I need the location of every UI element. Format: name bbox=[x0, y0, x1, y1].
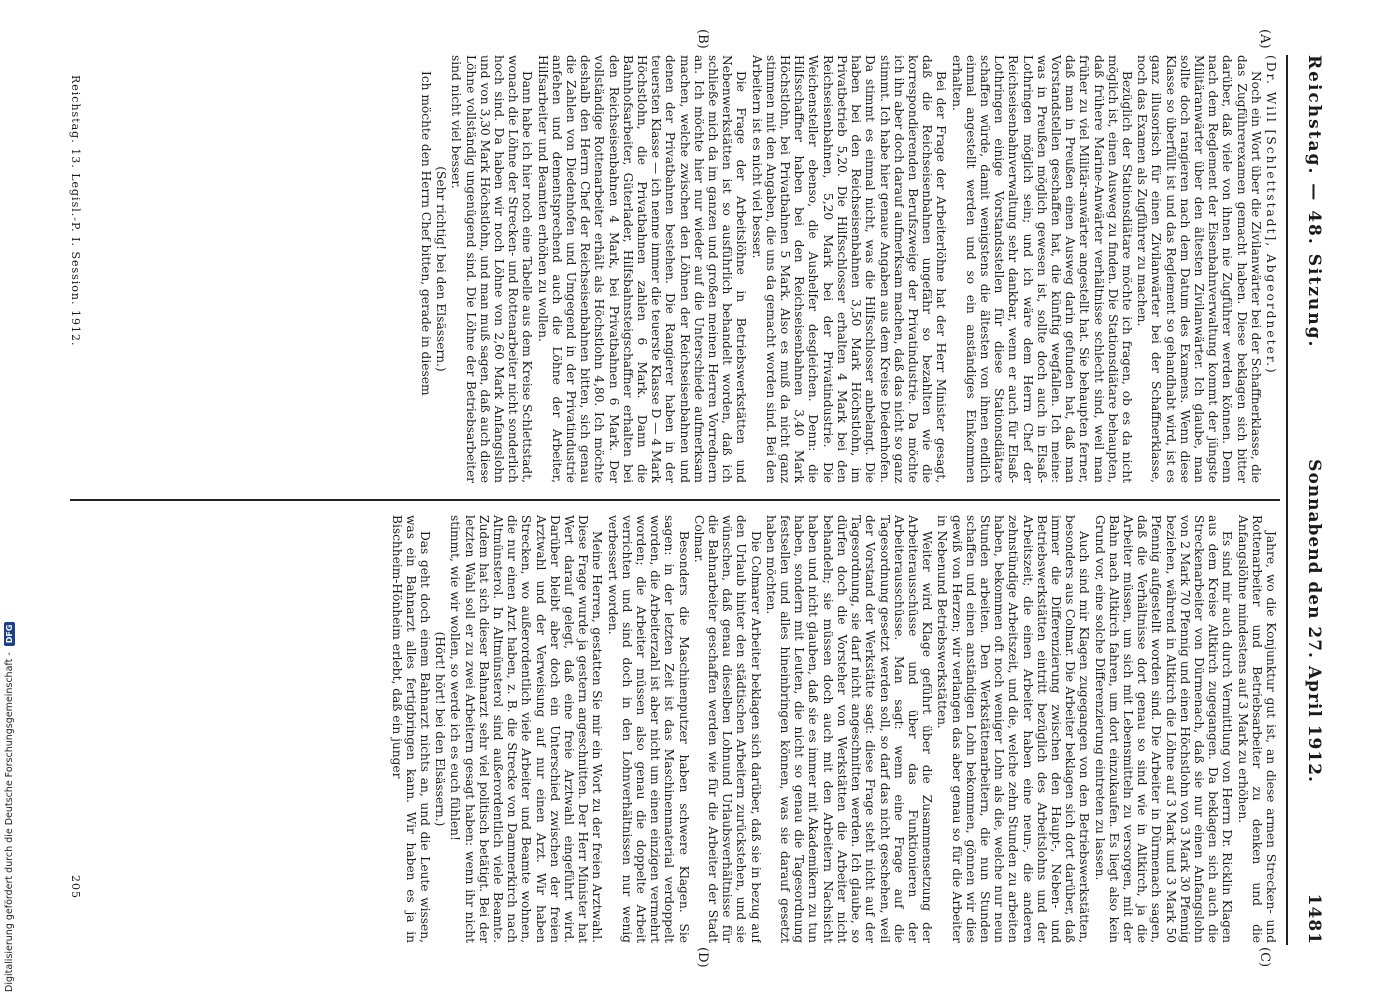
footer-left: Reichstag. 13. Legisl.-P. I. Session. 1912. bbox=[69, 75, 82, 347]
footer-right: 205 bbox=[69, 875, 82, 899]
left-column bbox=[98, 55, 1278, 483]
margin-marker-b: (B) bbox=[695, 29, 710, 49]
paragraph: Die Colmarer Arbeiter beklagen sich darüber, daß sie in bezug auf den Urlaub hinter den städtischen Arbeitern zurückstehen, und sie wünschen, daß genau dieselben Lohnund Urlaubsverhältnisse für die Bahnarbeiter geschaffen werden wie für die Arbeiter der Stadt Colmar. bbox=[691, 515, 763, 943]
paragraph: Es sind mir auch durch Vermittlung von Herrn Dr. Ricklin Klagen aus dem Kreise Altkirch zugegangen. Da beklagen sich auch die Streckenarbeiter von Dürmenach, daß sie nur einen Anfangslohn von 2 Mark 70 Pfennig und einen Höchstlohn von 3 Mark 30 Pfennig beziehen, während in Altkirch die Löhne auf 3 Mark und 3 Mark 50 Pfennig aufgestellt worden sind. Die Arbeiter in Dürmenach sagen, daß die Verhältnisse dort genau so sind wie in Altkirch, ja die Arbeiter müssen, um sich mit Lebensmitteln zu versorgen, mit der Bahn nach Altkirch fahren, um dort einzukaufen. Es liegt also kein Grund vor, eine solche Differenzierung eintreten zu lassen. bbox=[1092, 515, 1235, 943]
paragraph: Die Frage der Arbeitslöhne in Betriebswerkstätten und Nebenwerkstätten ist so ausführlich behandelt worden, daß ich schließe mich da im ganzen und großen meinen Herren Vorrednern an. Ich möchte hier nur wieder auf die Unterschiede aufmerksam machen, welche zwischen den Löhnen der Reichseisenbahnen und denen der Privatbahnen bestehen. Die Rangierer haben in der teuersten Klasse — ich nenne immer die teuerste Klasse D — 4 Mark Höchstlohn, die Privatbahnen zahlen 6 Mark. Dann die Bahnhofsarbeiter, Güterlader, Hilfsbahnsteigschaffner erhalten bei den Reichseisenbahnen 4 Mark, bei Privatbahnen 6 Mark. Der vollständige Rottenarbeiter erhält als Höchstlohn 4,80. Ich möchte deshalb den Herrn Chef der Reichseisenbahnen bitten, sich genau die Zahlen von Diedenhofen und Umgegend in der Privatindustrie anfehen und dementsprechend auch die Löhne der Arbeiter, Hilfsarbeiter und Beamten erhöhen zu wollen. bbox=[535, 55, 749, 483]
column-divider bbox=[70, 499, 1280, 501]
dfg-logo: DFG bbox=[4, 622, 15, 647]
paragraph: Jahre, wo die Konjunktur gut ist, an diese armen Strecken- und Rottenarbeiter und Betriebsarbeiter zu denken und die Anfangslöhne mindestens auf 3 Mark zu erhöhen. bbox=[1235, 515, 1278, 943]
dfg-sidebar bbox=[0, 0, 18, 1000]
paragraph: Noch ein Wort über die Zivilanwärter bei der Schaffnerklasse, die das Zugführerexamen gemacht haben. Diese beklagen sich bitter darüber, daß viele von ihnen nie Zugführer werden können. Denn nach dem Reglement der Eisenbahnverwaltung kommt der jüngste Militäranwärter über den ältesten Zivilanwärter. Ich glaube, man sollte doch rangieren nach dem Datum des Examens. Wenn diese Klasse so überfüllt ist und das Reglement so gehandhabt wird, ist es ganz illusorisch für einen Zivilanwärter bei der Schaffnerklasse, noch das Examen als Zugführer zu machen. bbox=[1135, 55, 1263, 483]
page-header bbox=[1294, 55, 1324, 945]
interjection: (Hört! hört! bei den Elsässern.) bbox=[433, 631, 448, 827]
margin-marker-d: (D) bbox=[695, 947, 710, 968]
dfg-sidebar-text: Digitalisierung gefördert durch die Deutsche Forschungsgemeinschaft - bbox=[3, 652, 15, 992]
paragraph: Bei der Frage der Arbeiterlöhne hat der Herr Minister gesagt, daß die Reichseisenbahnen ungefähr so bezahlten wie die korrespondierenden Berufszweige der Privatindustrie. Da möchte ich ihn aber doch darauf aufmerksam machen, daß das nicht so ganz stimmt. Ich habe hier genaue Angaben aus dem Kreise Diedenhofen. Da stimmt es einmal nicht, was die Hilfsschlosser anbelangt. Die haben bei den Reichseisenbahnen 3,50 Mark Höchstlohn, im Privatbetrieb 5,20. Die Hilfsschlosser erhalten 4 Mark bei den Reichseisenbahnen, 5,20 Mark bei der Privatindustrie. Die Weichensteller ebenso, die Aushelfer desgleichen. Denn: die Hilfsschaffner haben bei den Reichseisenbahnen 3,40 Mark Höchstlohn, bei Privatbahnen 5 Mark. Also es muß da nicht ganz stimmen mit den Angaben, die uns da gemacht worden sind. Bei den Arbeitern ist es nicht viel besser. bbox=[749, 55, 949, 483]
paragraph: Auch sind mir Klagen zugegangen von den Betriebswerkstätten, besonders aus Colmar. Die Arbeiter beklagen sich dort darüber, daß immer die Differenzierung zwischen den Haupt-, Neben- und Betriebswerkstätten eintritt bezüglich des Arbeitslohns und der Arbeitszeit; die einen Arbeiter haben eine neun-, die anderen zehnstündige Arbeitszeit, und die, welche zehn Stunden zu arbeiten haben, bekommen oft noch weniger Lohn als die, welche nur neun Stunden arbeiten. Den Werkstättenarbeitern, die nun Stunden schaffen und einen anständigen Lohn bekommen, gönnen wir dies gewiß von Herzen; wir verlangen das aber genau so für die Arbeiter in Nebenund Betriebswerkstätten. bbox=[935, 515, 1092, 943]
paragraph: Weiter wird Klage geführt über die Zusammensetzung der Arbeiterausschüsse und über das Funktionieren der Arbeiterausschüsse. Man sagt: wenn eine Frage auf die Tagesordnung gesetzt werden soll, so darf das nicht geschehen, weil der Vorstand der Werkstätte sagt: diese Frage steht nicht auf der Tagesordnung, sie darf nicht angeschnitten werden. Ich glaube, so dürfen doch die Vorsteher von Werkstätten die Arbeiter nicht behandeln; sie müssen doch auch mit den Arbeitern Nachsicht haben und nicht glauben, daß sie es immer mit Akademikern zu tun haben, sondern mit Leuten, die nicht so genau die Tagesordnung festsellen und alles hineinbringen können, was sie darauf gesetzt haben möchten. bbox=[763, 515, 935, 943]
document-page bbox=[30, 15, 1350, 985]
speaker-line: (Dr. Will [Schlettstadt], Abgeordneter.) bbox=[1264, 55, 1278, 375]
header-right: Sonnabend den 27. April 1912. bbox=[1304, 459, 1324, 783]
rotated-page-content bbox=[30, 15, 1350, 985]
right-column bbox=[98, 515, 1278, 943]
paragraph: Das geht doch einem Bahnarzt nichts an, und die Leute wissen, was ein Bahnarzt alles fertigbringen kann. Wir haben es ja in Bischheim-Hönheim erlebt, daß ein junger bbox=[389, 515, 433, 943]
paragraph: Ich möchte den Herrn Chef bitten, gerade in diesem bbox=[419, 71, 434, 396]
paragraph: Besonders die Maschinenputzer haben schwere Klagen. Sie sagen: in der letzten Zeit ist das Maschinenmaterial verdoppelt worden, die Arbeiterzahl ist aber nicht um einen einzigen vermehrt worden; die Arbeiter müssen also genau die doppelte Arbeit verrichten und sind doch in den Lohnverhältnissen nur wenig verbessert worden. bbox=[605, 515, 691, 943]
margin-marker-a: (A) bbox=[1257, 29, 1272, 49]
paragraph: Meine Herren, gestatten Sie mir ein Wort zu der freien Arztwahl. Diese Frage wurde ja gestern angeschnitten. Der Herr Minister hat Wert darauf gelegt, daß eine freie Arztwahl eingeführt wird. Darüber bleibt aber doch ein Unterschied zwischen der freien Arztwahl und der Verweisung auf nur einen Arzt. Wir haben Strecken, wo außerordentlich viele Arbeiter und Beamte wohnen, die nur einen Arzt haben, z. B. die Strecke von Dammerkirch nach Altmünsterol. In Altmünsterol sind außerordentlich viele Beamte. Zudem hat sich dieser Bahnarzt sehr viel politisch betätigt. Bei der letzten Wahl soll er zu zwei Arbeitern gesagt haben: wenn ihr nicht stimmt, wie wir wollen, so werde ich es euch fühlen! bbox=[448, 515, 605, 943]
paragraph: Bezüglich der Stationsdiätare möchte ich fragen, ob es da nicht möglich ist, einen Ausweg zu finden. Die Stationsdiätare behaupten, daß frühere Marine-Anwärter verhältnisse schlecht sind, weil man früher zu viel Militär-anwärter angestellt hat. Sie behaupten ferner, daß man in Preußen einen Ausweg darin gefunden hat, daß man Vorstandstellen geschaffen hat, die künftig wegfallen. Ich meine: was in Preußen möglich gewesen ist, sollte doch auch in Elsaß-Lothringen möglich sein; und ich wäre dem Herrn Chef der Reichseisenbahnverwaltung sehr dankbar, wenn er auch für Elsaß-Lothringen einige Vorstandsstellen für diese Stationsdiätare schaffen würde, damit wenigstens die ältesten von ihnen endlich einmal angestellt werden und so ein anständiges Einkommen erhalten. bbox=[949, 55, 1134, 483]
paragraph: Dann habe ich hier noch eine Tabelle aus dem Kreise Schlettstadt, wonach die Löhne der Strecken- und Rottenarbeiter nicht sonderlich hoch sind. Da haben wir noch Löhne von 2,60 Mark Anfangslohn und von 3,30 Mark Höchstlohn, und man muß sagen, daß auch diese Löhne vollständig ungenügend sind. Die Löhne der Betriebsarbeiter sind nicht viel besser. bbox=[449, 55, 535, 483]
interjection: (Sehr richtig! bei den Elsässern.) bbox=[434, 166, 449, 372]
margin-marker-c: (C) bbox=[1257, 947, 1272, 968]
header-left: Reichstag. — 48. Sitzung. bbox=[1304, 55, 1324, 349]
header-rule bbox=[1286, 55, 1288, 945]
page-number: 1481 bbox=[1304, 893, 1324, 945]
